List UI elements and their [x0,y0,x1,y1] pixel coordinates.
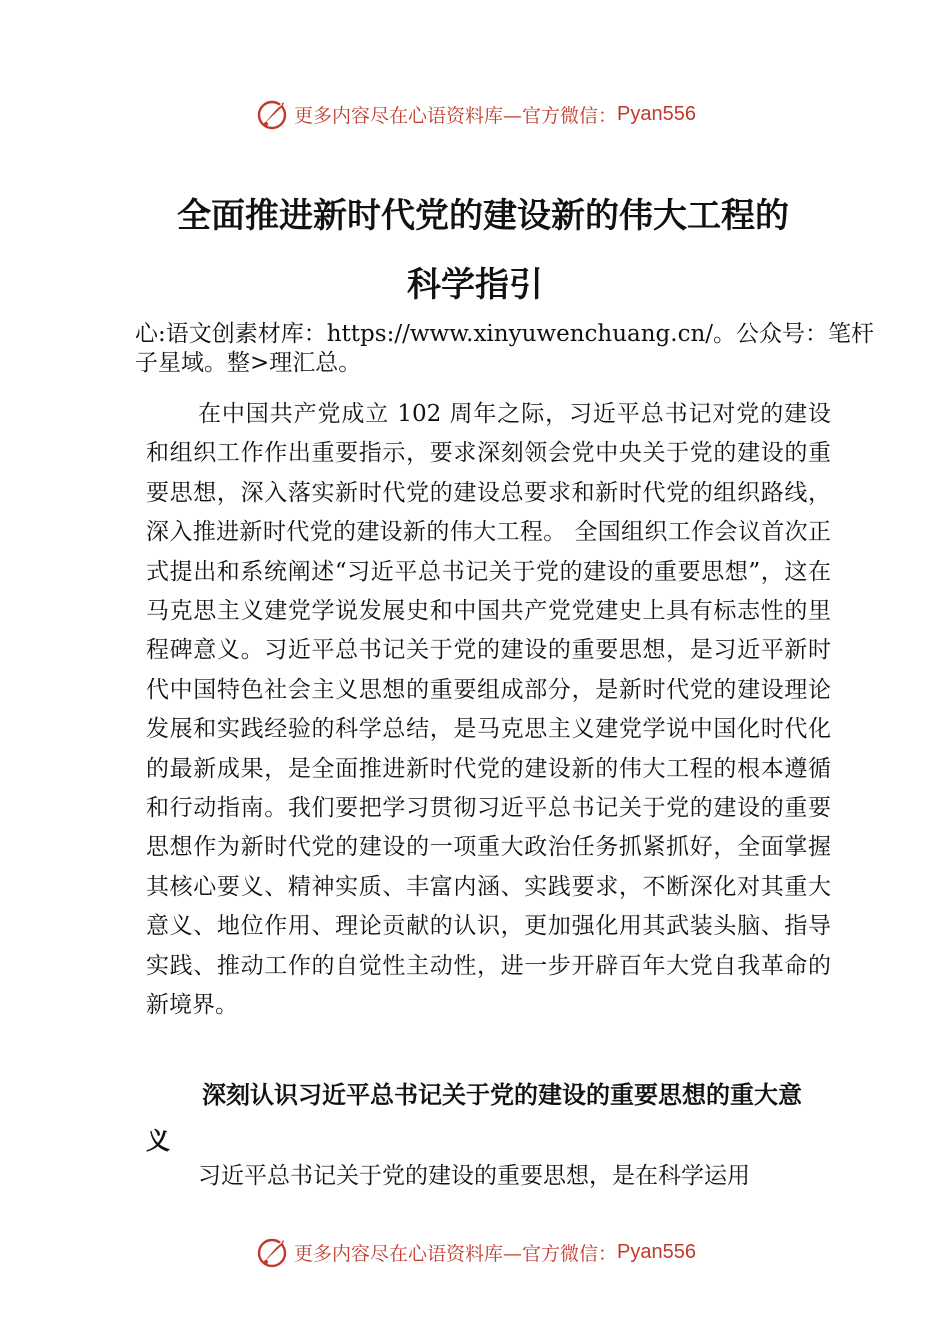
watermark-text: 更多内容尽在心语资料库—官方微信： [294,104,618,127]
document-title-line1: 全面推进新时代党的建设新的伟大工程的 [177,196,789,236]
watermark-text: 更多内容尽在心语资料库—官方微信： [294,1242,618,1265]
watermark-wechat-id: Pyan556 [617,102,696,125]
footer-watermark [0,1232,950,1272]
quill-logo-icon [254,96,290,132]
body-paragraph: 在中国共产党成立 102 周年之际，习近平总书记对党的建设和组织工作作出重要指示，要求深刻领会党中央关于党的建设的重要思想，深入落实新时代党的建设总要求和新时代党的组织路线，深入推进新时代党的建设新的伟大工程。 全国组织工作会议首次正式提出和系统阐述“习近平总书记关于党的建设的重要思想”，这在马克思主义建党学说发展史和中国共产党党建史上具有标志性的里程碑意义。习近平总书记关于党的建设的重要思想，是习近平新时代中国特色社会主义思想的重要组成部分，是新时代党的建设理论发展和实践经验的科学总结，是马克思主义建党学说中国化时代化的最新成果，是全面推进新时代党的建设新的伟大工程的根本遵循和行动指南。我们要把学习贯彻习近平总书记关于党的建设的重要思想作为新时代党的建设的一项重大政治任务抓紧抓好，全面掌握其核心要义、精神实质、丰富内涵、实践要求，不断深化对其重大意义、地位作用、理论贡献的认识，更加强化用其武装头脑、指导实践、推动工作的自觉性主动性，进一步开辟百年大党自我革命的新境界。 [146,401,831,1019]
section-heading: 深刻认识习近平总书记关于党的建设的重要思想的重大意义 [146,1081,802,1155]
document-title-line2: 科学指引 [407,265,543,305]
source-note: 心:语文创素材库：https://www.xinyuwenchuang.cn/。公众号：笔杆子星域。整>理汇总。 [135,321,875,376]
body-paragraph: 习近平总书记关于党的建设的重要思想，是在科学运用 [198,1163,750,1189]
header-watermark [0,94,950,134]
quill-logo-icon [254,1234,290,1270]
watermark-wechat-id: Pyan556 [617,1240,696,1263]
